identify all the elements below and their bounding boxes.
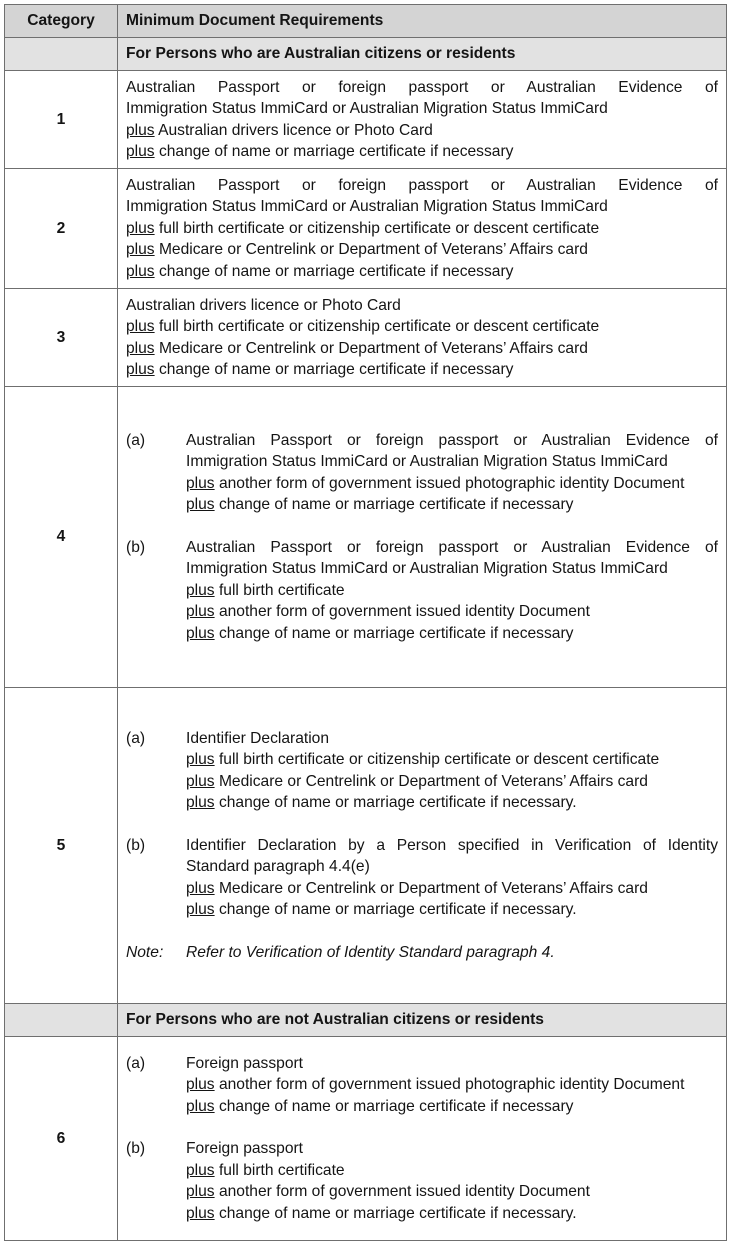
- plus-word: plus: [186, 1204, 215, 1222]
- plus-word: plus: [186, 1183, 215, 1201]
- requirement-line: [126, 120, 718, 142]
- plus-word: plus: [126, 143, 155, 160]
- plus-word: plus: [126, 219, 155, 237]
- requirement-line: [186, 1160, 718, 1182]
- section-title-citizens: For Persons who are Australian citizens or residents: [118, 38, 727, 71]
- plus-word: plus: [126, 262, 155, 280]
- requirement-line: [126, 239, 718, 261]
- requirement-text: change of name or marriage certificate if necessary.: [214, 1204, 577, 1222]
- requirement-line: [186, 580, 718, 602]
- requirements-cell: [118, 1037, 727, 1241]
- option-a: [126, 1053, 718, 1118]
- requirements-cell: [118, 688, 727, 1004]
- category-number: 4: [5, 387, 118, 688]
- plus-word: plus: [186, 772, 215, 790]
- requirement-text: full birth certificate or citizenship certificate or descent certificate: [214, 751, 660, 769]
- requirement-text: change of name or marriage certificate if necessary: [154, 361, 514, 378]
- plus-word: plus: [186, 751, 215, 769]
- requirement-text: change of name or marriage certificate if necessary: [154, 262, 514, 280]
- requirement-line: Australian Passport or foreign passport or Australian Evidence of Immigration Status ImmiCard or Australian Migration Status ImmiCard: [186, 538, 718, 578]
- option-label: (b): [126, 538, 146, 556]
- requirement-line: [186, 1203, 718, 1225]
- requirement-text: another form of government issued identity Document: [214, 603, 590, 621]
- requirement-text: change of name or marriage certificate if necessary: [214, 496, 574, 514]
- requirement-line: [186, 494, 718, 516]
- requirement-line: Immigration Status ImmiCard or Australian Migration Status ImmiCard: [126, 198, 608, 216]
- requirement-line: [126, 141, 718, 163]
- header-category: Category: [5, 5, 118, 38]
- requirement-line: [186, 899, 718, 921]
- option-label: (b): [126, 1140, 146, 1158]
- requirement-line: Australian Passport or foreign passport or Australian Evidence of Immigration Status ImmiCard or Australian Migration Status ImmiCard: [186, 431, 718, 471]
- requirements-cell: [118, 169, 727, 289]
- table-row: [5, 688, 727, 1004]
- plus-word: plus: [186, 1076, 215, 1094]
- section-title-non-citizens: For Persons who are not Australian citizens or residents: [118, 1004, 727, 1037]
- requirement-line: [126, 218, 718, 240]
- requirement-text: Australian drivers licence or Photo Card: [154, 121, 433, 139]
- requirement-line: Foreign passport: [186, 1140, 304, 1158]
- plus-word: plus: [126, 241, 155, 259]
- requirement-line: [126, 359, 718, 381]
- note-text: Refer to Verification of Identity Standard paragraph 4.: [186, 943, 555, 961]
- plus-word: plus: [186, 496, 215, 514]
- table-row: [5, 71, 727, 169]
- section-spacer: [5, 1004, 118, 1037]
- requirement-text: full birth certificate or citizenship certificate or descent certificate: [154, 219, 600, 237]
- requirement-line: Immigration Status ImmiCard or Australian Migration Status ImmiCard: [126, 100, 608, 117]
- requirement-text: change of name or marriage certificate if necessary: [214, 1097, 574, 1115]
- plus-word: plus: [186, 474, 215, 492]
- requirement-line: [186, 878, 718, 900]
- note-label: Note:: [126, 943, 164, 961]
- plus-word: plus: [126, 121, 155, 139]
- requirement-text: another form of government issued photographic identity Document: [214, 474, 685, 492]
- requirement-text: change of name or marriage certificate if necessary.: [214, 901, 577, 919]
- plus-word: plus: [186, 879, 215, 897]
- section-spacer: [5, 38, 118, 71]
- requirement-text: change of name or marriage certificate if necessary.: [214, 794, 577, 812]
- document-page: [4, 4, 727, 1241]
- requirement-line: [186, 771, 718, 793]
- table-row: [5, 289, 727, 387]
- category-number: 2: [5, 169, 118, 289]
- plus-word: plus: [126, 318, 155, 335]
- table-header-row: [5, 5, 727, 38]
- requirement-line: Identifier Declaration by a Person specified in Verification of Identity Standard paragraph 4.4(e): [186, 836, 718, 876]
- plus-word: plus: [186, 794, 215, 812]
- requirement-line: [186, 792, 718, 814]
- requirement-text: Medicare or Centrelink or Department of Veterans’ Affairs card: [214, 879, 648, 897]
- plus-word: plus: [186, 603, 215, 621]
- requirement-line: [186, 1074, 718, 1096]
- plus-word: plus: [186, 581, 215, 599]
- requirement-text: Medicare or Centrelink or Department of Veterans’ Affairs card: [154, 339, 588, 357]
- requirement-line: [186, 749, 718, 771]
- requirement-line: [126, 338, 718, 360]
- option-a: [126, 728, 718, 814]
- requirement-text: full birth certificate or citizenship certificate or descent certificate: [154, 318, 600, 335]
- requirements-cell: [118, 71, 727, 169]
- table-row: [5, 387, 727, 688]
- plus-word: plus: [186, 1161, 215, 1179]
- requirement-text: change of name or marriage certificate if necessary: [154, 143, 514, 160]
- requirement-line: [126, 316, 718, 338]
- option-label: (a): [126, 1054, 146, 1072]
- requirement-line: [186, 473, 718, 495]
- requirement-text: change of name or marriage certificate if necessary: [214, 624, 574, 642]
- table-row: [5, 169, 727, 289]
- requirement-line: Australian drivers licence or Photo Card: [126, 296, 401, 314]
- section-row-citizens: [5, 38, 727, 71]
- plus-word: plus: [186, 624, 215, 642]
- category-number: 5: [5, 688, 118, 1004]
- option-label: (a): [126, 431, 146, 449]
- option-label: (a): [126, 729, 146, 747]
- note: [126, 942, 718, 964]
- requirement-text: full birth certificate: [214, 581, 345, 599]
- requirement-line: Australian Passport or foreign passport or Australian Evidence of: [126, 176, 718, 194]
- requirements-table: [4, 4, 727, 1241]
- plus-word: plus: [186, 901, 215, 919]
- requirement-line: [186, 601, 718, 623]
- requirement-text: another form of government issued photographic identity Document: [214, 1076, 685, 1094]
- category-number: 1: [5, 71, 118, 169]
- option-a: [126, 430, 718, 516]
- category-number: 6: [5, 1037, 118, 1241]
- option-b: [126, 835, 718, 921]
- requirement-text: full birth certificate: [214, 1161, 345, 1179]
- option-b: [126, 1138, 718, 1224]
- requirement-line: [186, 1096, 718, 1118]
- table-row: [5, 1037, 727, 1241]
- requirement-line: [186, 623, 718, 645]
- section-row-non-citizens: [5, 1004, 727, 1037]
- plus-word: plus: [126, 339, 155, 357]
- requirement-line: Australian Passport or foreign passport or Australian Evidence of: [126, 78, 718, 96]
- requirement-line: Identifier Declaration: [186, 729, 330, 747]
- option-label: (b): [126, 836, 146, 854]
- requirement-line: [186, 1181, 718, 1203]
- requirements-cell: [118, 387, 727, 688]
- requirements-cell: [118, 289, 727, 387]
- option-b: [126, 537, 718, 645]
- category-number: 3: [5, 289, 118, 387]
- requirement-line: [126, 261, 718, 283]
- requirement-text: Medicare or Centrelink or Department of Veterans’ Affairs card: [154, 241, 588, 259]
- requirement-line: Foreign passport: [186, 1054, 304, 1072]
- plus-word: plus: [126, 361, 155, 378]
- requirement-text: another form of government issued identity Document: [214, 1183, 590, 1201]
- header-requirements: Minimum Document Requirements: [118, 5, 727, 38]
- requirement-text: Medicare or Centrelink or Department of Veterans’ Affairs card: [214, 772, 648, 790]
- plus-word: plus: [186, 1097, 215, 1115]
